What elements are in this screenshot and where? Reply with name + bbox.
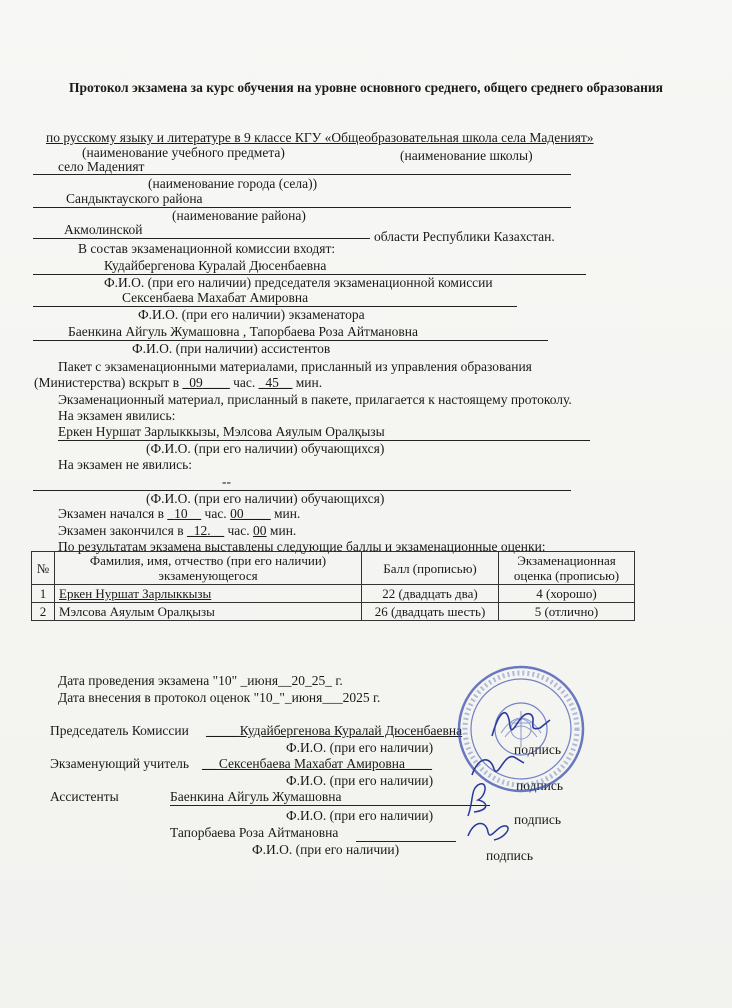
- assist1-underline: [170, 805, 490, 806]
- row-grade: 4 (хорошо): [499, 585, 635, 603]
- results-table: [31, 551, 635, 621]
- row-number: 2: [32, 603, 55, 621]
- page-title: Протокол экзамена за курс обучения на уровне основного среднего, общего среднего образования: [69, 80, 663, 95]
- chair-fio-label: Ф.И.О. (при его наличии): [286, 740, 434, 755]
- row-student-name: Мэлсова Аяулым Оралқызы: [55, 603, 362, 621]
- teacher-sign-name: __ Сексенбаева Махабат Амировна____: [202, 756, 433, 771]
- row-grade: 5 (отлично): [499, 603, 635, 621]
- chair-sign-name: _____Кудайбергенова Куралай Дюсенбаевна: [206, 723, 463, 738]
- exam-end-line: Экзамен закончился в _12.__ час. 00 мин.: [58, 523, 297, 538]
- chair-signature-icon: [486, 700, 556, 748]
- header-number: №: [32, 552, 55, 585]
- label-district: (наименование района): [172, 208, 306, 223]
- assist2-name: Тапорбаева Роза Айтмановна: [170, 825, 339, 840]
- assist1-sign-label: подпись: [514, 812, 562, 827]
- row-score: 26 (двадцать шесть): [362, 603, 499, 621]
- label-city: (наименование города (села)): [148, 176, 318, 191]
- exam-start-line: Экзамен начался в _10__ час. 00____ мин.: [58, 506, 301, 521]
- absent-names: --: [222, 474, 231, 489]
- subject-line: по русскому языку и литературе в 9 классе КГУ «Общеобразовательная школа села Маденият»: [46, 130, 594, 145]
- region-suffix: области Республики Казахстан.: [374, 229, 555, 244]
- teacher-sign-label: подпись: [516, 778, 564, 793]
- header-grade: Экзаменационная оценка (прописью): [499, 552, 635, 585]
- label-chair: Ф.И.О. (при его наличии) председателя экзаменационной комиссии: [104, 275, 493, 290]
- present-label: На экзамен явились:: [58, 408, 176, 423]
- table-row: [32, 585, 635, 603]
- package-line2: (Министерства) вскрыт в _09____ час. _45__ мин.: [34, 375, 323, 390]
- assist1-fio-label: Ф.И.О. (при его наличии): [286, 808, 434, 823]
- exam-date: Дата проведения экзамена "10" _июня__20_25_ г.: [58, 673, 343, 688]
- label-subject: (наименование учебного предмета): [82, 145, 285, 160]
- village-underline: [33, 174, 571, 175]
- assist1-name: Баенкина Айгуль Жумашовна: [170, 789, 342, 804]
- label-assistants: Ф.И.О. (при наличии) ассистентов: [132, 341, 331, 356]
- chair-role: Председатель Комиссии: [50, 723, 189, 738]
- package-line1: Пакет с экзаменационными материалами, присланный из управления образования: [58, 359, 532, 374]
- label-examiner: Ф.И.О. (при его наличии) экзаменатора: [138, 307, 365, 322]
- teacher-signature-icon: [468, 745, 528, 785]
- absent-label: На экзамен не явились:: [58, 457, 193, 472]
- header-score: Балл (прописью): [362, 552, 499, 585]
- commission-intro: В состав экзаменационной комиссии входят:: [78, 241, 336, 256]
- present-names: Еркен Нуршат Зарлыккызы, Мэлсова Аяулым Оралқызы: [58, 424, 385, 439]
- teacher-fio-label: Ф.И.О. (при его наличии): [286, 773, 434, 788]
- table-header-row: [32, 552, 635, 585]
- label-school: (наименование школы): [400, 148, 533, 163]
- teacher-role: Экзаменующий учитель: [50, 756, 189, 771]
- results-intro: По результатам экзамена выставлены следующие баллы и экзаменационные оценки:: [58, 539, 546, 554]
- row-score: 22 (двадцать два): [362, 585, 499, 603]
- entry-date: Дата внесения в протокол оценок "10_"_июня___2025 г.: [58, 690, 381, 705]
- label-students2: (Ф.И.О. (при его наличии) обучающихся): [146, 491, 385, 506]
- district-value: Сандыктауского района: [66, 191, 203, 206]
- header-name: Фамилия, имя, отчество (при его наличии) экзаменующегося: [55, 552, 362, 585]
- region-underline: [33, 238, 370, 239]
- label-students: (Ф.И.О. (при его наличии) обучающихся): [146, 441, 385, 456]
- assist2-fio-label: Ф.И.О. (при его наличии): [252, 842, 400, 857]
- row-student-name: Еркен Нуршат Зарлыккызы: [55, 585, 362, 603]
- examiner-name: Сексенбаева Махабат Амировна: [122, 290, 309, 305]
- assist2-sign-label: подпись: [486, 848, 534, 863]
- row-number: 1: [32, 585, 55, 603]
- assistant2-signature-icon: [464, 814, 514, 848]
- village-value: село Маденият: [58, 159, 145, 174]
- table-row: [32, 603, 635, 621]
- chair-name: Кудайбергенова Куралай Дюсенбаевна: [104, 258, 327, 273]
- chair-sign-label: подпись: [514, 742, 562, 757]
- assistants-names: Баенкина Айгуль Жумашовна , Тапорбаева Роза Айтмановна: [68, 324, 418, 339]
- material-line: Экзаменационный материал, присланный в пакете, прилагается к настоящему протоколу.: [58, 392, 572, 407]
- assist-role: Ассистенты: [50, 789, 119, 804]
- region-value: Акмолинской: [64, 222, 143, 237]
